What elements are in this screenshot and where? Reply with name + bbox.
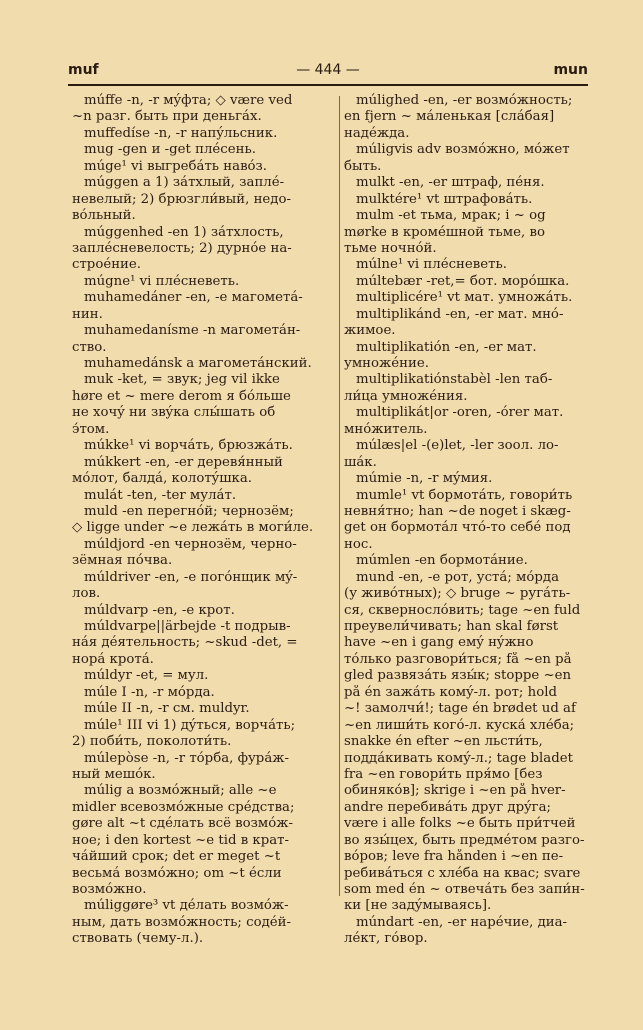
entry-line: være i alle folks ~e быть при́тчей: [344, 816, 576, 832]
entry-line: muld -en перегнóй; чернозём;: [84, 503, 294, 519]
entry-line: en fjern ~ мáленькая [слáбая]: [344, 109, 555, 125]
header-left-guide-word: muf: [68, 62, 99, 78]
entry-line: múlig a возмóжный; alle ~e: [84, 783, 277, 799]
page-number: — 444 —: [296, 62, 360, 78]
entry-line: весьмá возмóжно; om ~t éсли: [72, 865, 282, 881]
entry-line: ное; i den kortest ~e tid в крат-: [72, 832, 290, 848]
entry-line: ребивáться с хлéба на квас; svare: [344, 865, 581, 881]
entry-line: som med én ~ отвечáть без запи́н-: [344, 882, 585, 897]
entry-line: тьме ночнóй.: [344, 240, 437, 256]
entry-line: múkkert -en, -er деревя́нный: [84, 454, 283, 470]
entry-line: mug -gen и -get плéсень.: [84, 142, 256, 158]
entry-line: gøre alt ~t сдéлать всё возмóж-: [72, 816, 293, 832]
entry-line: muhamedanísme -n магометáн-: [84, 323, 301, 339]
entry-line: мнóжитель.: [344, 421, 428, 437]
entry-line: тóлько разговори́ться; få ~en på: [344, 651, 572, 667]
entry-line: multiplikatiónstabèl -len таб-: [356, 372, 553, 388]
entry-line: ся, сквернослóвить; tage ~en fuld: [344, 602, 581, 618]
entry-line: жимое.: [344, 323, 396, 339]
entry-line: múle I -n, -r мóрда.: [84, 684, 215, 700]
entry-line: muffedíse -n, -r напýльсник.: [84, 125, 278, 141]
entry-line: заплéсневелость; 2) дурнóе на-: [72, 240, 292, 256]
entry-line: get он бормотáл чтó-то себé под: [344, 520, 571, 536]
entry-line: нос.: [344, 536, 373, 552]
entry-line: múldyr -et, = мул.: [84, 668, 209, 684]
entry-line: обиняко́в]; skrige i ~en på hver-: [344, 783, 566, 799]
entry-line: невелый; 2) брюзгли́вый, недо-: [72, 191, 291, 207]
entry-line: лов.: [72, 586, 101, 602]
entry-line: зёмная пóчва.: [72, 553, 173, 569]
entry-line: ки [не задýмываясь].: [344, 898, 492, 914]
entry-line: э́том.: [72, 421, 110, 437]
entry-line: múlighed -en, -er возмóжность;: [356, 93, 573, 108]
entry-line: ~! замолчи́!; tage én brødet ud af: [344, 701, 576, 717]
entry-line: multiplikánd -en, -er мат. мнó-: [356, 306, 564, 322]
entry-line: mørke в кромéшной тьме, во: [344, 224, 545, 240]
entry-line: múkke¹ vi ворчáть, брюзжáть.: [84, 438, 293, 454]
entry-line: fra ~en говори́ть пря́мо [без: [344, 766, 543, 782]
entry-line: muhamedánsk a магометáнский.: [84, 356, 312, 371]
entry-line: múlæs|el -(e)let, -ler зоол. ло-: [356, 438, 559, 454]
entry-line: вóров; leve fra hånden i ~en пе-: [344, 849, 564, 865]
entry-line: 2) поби́ть, поколоти́ть.: [72, 734, 232, 750]
entry-line: múltebær -ret,= бот. морóшка.: [356, 273, 570, 289]
entry-line: multiplicére¹ vt мат. умножáть.: [356, 290, 573, 306]
entry-line: нáя дéятельность; ~skud -det, =: [72, 635, 298, 651]
entry-line: múldriver -en, -e погóнщик мý-: [84, 569, 298, 585]
entry-line: мóлот, балдá, колотýшка.: [72, 471, 253, 487]
entry-line: преувели́чивать; han skal først: [344, 619, 559, 634]
entry-line: múndart -en, -er нарéчие, диа-: [356, 914, 568, 930]
entry-line: múggenhed -en 1) зáтхлость,: [84, 224, 284, 240]
entry-line: snakke én efter ~en льсти́ть,: [344, 734, 543, 750]
entry-line: не хочý ни звýка слы́шать об: [72, 405, 276, 421]
entry-line: múliggøre³ vt дéлать возмóж-: [84, 898, 289, 914]
entry-line: mulktére¹ vt штрафовáть.: [356, 191, 533, 207]
entry-line: поддáкивать комý-л.; tage bladet: [344, 750, 573, 766]
entry-line: múggen a 1) зáтхлый, заплé-: [84, 175, 285, 191]
entry-line: høre et ~ mere derom я бóльше: [72, 388, 291, 404]
entry-line: строéние.: [72, 257, 142, 273]
entry-line: нин.: [72, 306, 103, 322]
entry-line: mulm -et тьма, мрак; i ~ og: [356, 208, 546, 224]
entry-line: múlepòse -n, -r тóрба, фурáж-: [84, 750, 289, 766]
entry-line: múligvis adv возмóжно, мóжет: [356, 142, 570, 158]
entry-line: mumle¹ vt бормотáть, говори́ть: [356, 487, 573, 503]
right-column: [344, 93, 614, 948]
entry-line: múmlen -en бормотáние.: [356, 553, 528, 569]
entry-line: múldvarpe||ärbejde -t подрыв-: [84, 619, 291, 634]
entry-line: во язы́цех, быть предмéтом разго-: [344, 832, 585, 848]
entry-line: múldjord -en чернозём, черно-: [84, 536, 297, 552]
entry-line: шáк.: [344, 454, 377, 470]
entry-line: múldvarp -en, -e крот.: [84, 602, 235, 618]
header-rule: [68, 84, 588, 86]
entry-line: ~en лиши́ть когó-л. куска́ хлéба;: [344, 717, 575, 733]
page-header: [68, 62, 588, 84]
entry-line: ли́ца умножéния.: [344, 388, 468, 404]
entry-line: múffe -n, -r мýфта; ◇ være ved: [84, 93, 293, 108]
entry-line: невня́тно; han ~de noget i skæg-: [344, 503, 571, 519]
entry-line: надéжда.: [344, 125, 410, 141]
entry-line: andre перебивáть друг дрýга;: [344, 799, 551, 815]
entry-line: múge¹ vi выгребáть навóз.: [84, 158, 268, 174]
entry-line: умножéние.: [344, 356, 429, 371]
entry-line: норá кротá.: [72, 651, 154, 667]
entry-line: múle¹ III vi 1) дýться, ворчáть;: [84, 717, 296, 733]
entry-line: múmie -n, -r мýмия.: [356, 471, 493, 487]
entry-line: multiplikatión -en, -er мат.: [356, 339, 537, 355]
entry-line: mulát -ten, -ter мулáт.: [84, 487, 237, 503]
entry-line: лéкт, гóвор.: [344, 931, 428, 947]
entry-line: ~n разг. быть при деньгáх.: [72, 109, 262, 125]
entry-line: вóльный.: [72, 208, 136, 224]
entry-line: mulkt -en, -er штраф, пéня.: [356, 175, 545, 191]
entry-line: ство.: [72, 339, 107, 355]
entry-line: múgne¹ vi плéсневеть.: [84, 273, 240, 289]
entry-line: muk -ket, = звук; jeg vil ikke: [84, 372, 280, 388]
entry-line: ный мешóк.: [72, 766, 156, 782]
entry-line: midler всевозмóжные срéдства;: [72, 799, 295, 815]
entry-line: возмóжно.: [72, 882, 147, 897]
entry-line: på én зажáть комý-л. рот; hold: [344, 684, 557, 700]
entry-line: múle II -n, -r см. muldyr.: [84, 701, 250, 717]
entry-line: mund -en, -e рот, устá; мóрда: [356, 569, 560, 585]
entry-line: быть.: [344, 158, 382, 174]
header-right-guide-word: mun: [553, 62, 588, 78]
entry-line: ствовать (чему-л.).: [72, 931, 204, 947]
left-column: [72, 93, 342, 948]
entry-line: multiplikát|or -oren, -órer мат.: [356, 405, 564, 421]
entry-line: ◇ ligge under ~e лежáть в моги́ле.: [72, 520, 314, 536]
entry-line: чáйший срок; det er meget ~t: [72, 849, 281, 865]
entry-line: muhamedáner -en, -e магометá-: [84, 290, 303, 306]
entry-line: múlne¹ vi плéсневеть.: [356, 257, 507, 273]
entry-line: (у живóтных); ◇ bruge ~ ругáть-: [344, 586, 571, 602]
entry-line: gled развязáть язы́к; stoppe ~en: [344, 668, 572, 684]
entry-line: ным, дать возмóжность; содéй-: [72, 914, 291, 930]
entry-line: have ~en i gang емý нýжно: [344, 635, 534, 651]
